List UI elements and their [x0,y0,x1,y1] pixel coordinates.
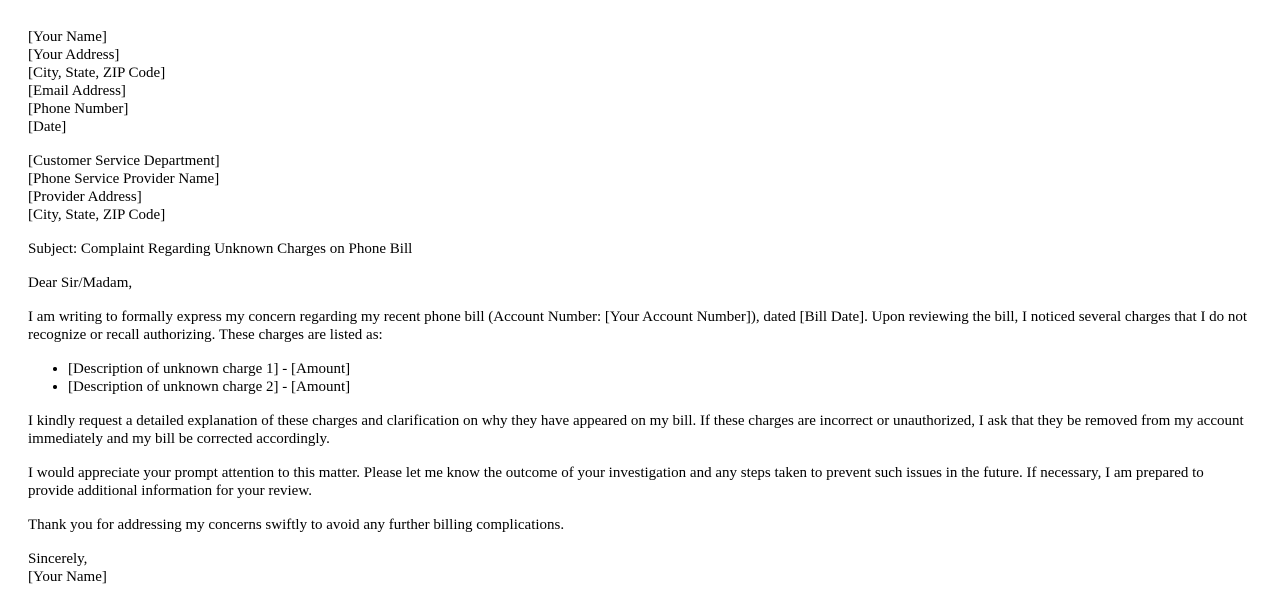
thanks-paragraph: Thank you for addressing my concerns swiftly to avoid any further billing complications. [28,517,565,533]
sender-email: [Email Address] [28,83,126,99]
sender-city-state-zip: [City, State, ZIP Code] [28,65,166,81]
subject-line: Subject: Complaint Regarding Unknown Charges on Phone Bill [28,241,413,257]
sender-name: [Your Name] [28,29,107,45]
sender-phone: [Phone Number] [28,101,129,117]
list-item: • [Description of unknown charge 1] - [Amount] [68,360,1250,378]
recipient-provider-name: [Phone Service Provider Name] [28,171,220,187]
request-paragraph: I kindly request a detailed explanation of these charges and clarification on why they have appeared on my bill. If these charges are incorrect or unauthorized, I ask that they be removed from my account immediately and my bill be corrected accordingly. [28,413,1244,447]
recipient-department: [Customer Service Department] [28,153,220,169]
letter-date: [Date] [28,119,67,135]
appreciation-paragraph: I would appreciate your prompt attention to this matter. Please let me know the outcome of your investigation and any steps taken to prevent such issues in the future. If necessary, I am prepared to provide additional information for your review. [28,465,1204,499]
sender-address-block [28,28,1250,136]
charges-list [28,360,1250,396]
recipient-address: [Provider Address] [28,189,142,205]
signature-name: [Your Name] [28,569,107,585]
valediction: Sincerely, [28,551,88,567]
sender-address: [Your Address] [28,47,120,63]
recipient-address-block [28,152,1250,224]
intro-paragraph: I am writing to formally express my concern regarding my recent phone bill (Account Number: [Your Account Number]), dated [Bill Date]. Upon reviewing the bill, I noticed several charges that I do not recognize or recall authorizing. These charges are listed as: [28,309,1248,343]
closing-block [28,550,1250,586]
list-item: • [Description of unknown charge 2] - [Amount] [68,378,1250,396]
recipient-city-state-zip: [City, State, ZIP Code] [28,207,166,223]
salutation: Dear Sir/Madam, [28,275,133,291]
